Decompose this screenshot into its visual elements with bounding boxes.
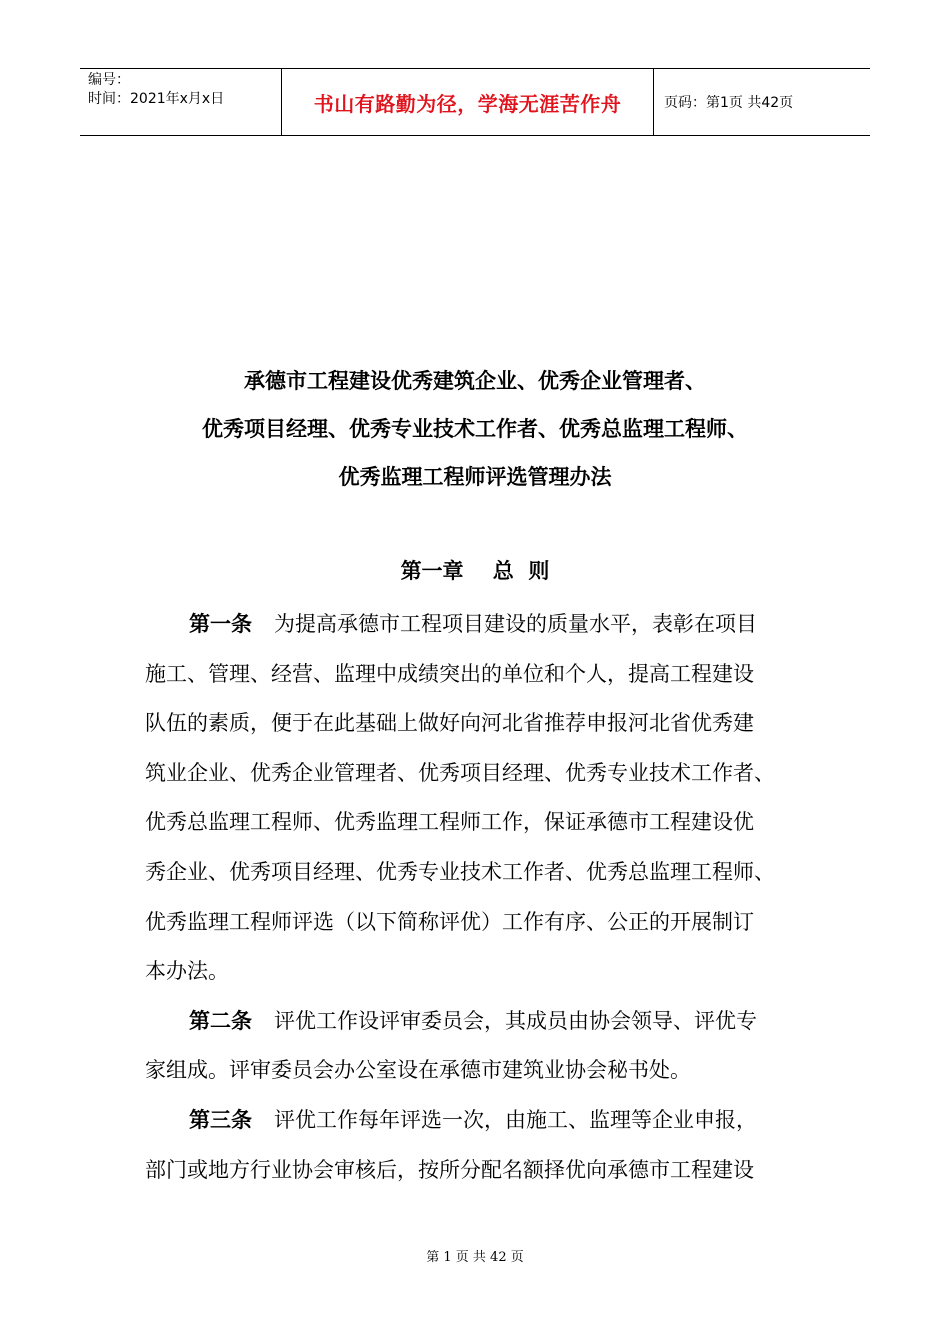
article-1-line-7: 优秀监理工程师评选（以下简称评优）工作有序、公正的开展制订 [145,909,754,934]
document-number-label: 编号： [88,72,130,88]
page-footer: 第 1 页 共 42 页 [426,1250,524,1265]
document-title [0,357,950,501]
article-1-line-1 [145,600,835,650]
article-2-label: 第二条 [189,1008,252,1033]
article-1-label: 第一条 [189,612,252,636]
article-3-label: 第三条 [189,1107,252,1132]
title-line-2: 优秀项目经理、优秀专业技术工作者、优秀总监理工程师、 [202,417,748,441]
article-2-line-1 [145,997,835,1047]
article-1-line-6: 秀企业、优秀项目经理、优秀专业技术工作者、优秀总监理工程师、 [145,859,775,884]
header-page-cell [654,69,870,135]
article-1-line-8: 本办法。 [145,959,229,984]
article-1-line-4: 筑业企业、优秀企业管理者、优秀项目经理、优秀专业技术工作者、 [145,760,775,785]
article-1-line-5: 优秀总监理工程师、优秀监理工程师工作，保证承德市工程建设优 [145,810,754,835]
header-meta-cell [80,69,282,135]
article-text: 为提高承德市工程项目建设的质量水平，表彰在项目 [274,612,757,636]
chapter-heading: 第一章 总 则 [400,559,550,583]
header-motto: 书山有路勤为径，学海无涯苦作舟 [313,91,622,116]
page-header [80,68,870,136]
article-text: 评优工作每年评选一次，由施工、监理等企业申报， [274,1107,757,1132]
article-3-line-1 [145,1096,835,1146]
article-text: 评优工作设评审委员会，其成员由协会领导、评优专 [274,1008,757,1033]
header-motto-cell [282,69,654,135]
title-line-3: 优秀监理工程师评选管理办法 [338,465,612,489]
article-2-line-2: 家组成。评审委员会办公室设在承德市建筑业协会秘书处。 [145,1058,691,1083]
article-3-line-2: 部门或地方行业协会审核后，按所分配名额择优向承德市工程建设 [145,1157,754,1182]
header-page-info: 页码：第1页 共42页 [664,95,794,111]
title-line-1: 承德市工程建设优秀建筑企业、优秀企业管理者、 [244,369,706,393]
article-1-line-3: 队伍的素质，便于在此基础上做好向河北省推荐申报河北省优秀建 [145,711,754,736]
article-1-line-2: 施工、管理、经营、监理中成绩突出的单位和个人，提高工程建设 [145,661,754,686]
document-date-label: 时间：2021年x月x日 [88,91,225,107]
document-body [145,600,835,1195]
